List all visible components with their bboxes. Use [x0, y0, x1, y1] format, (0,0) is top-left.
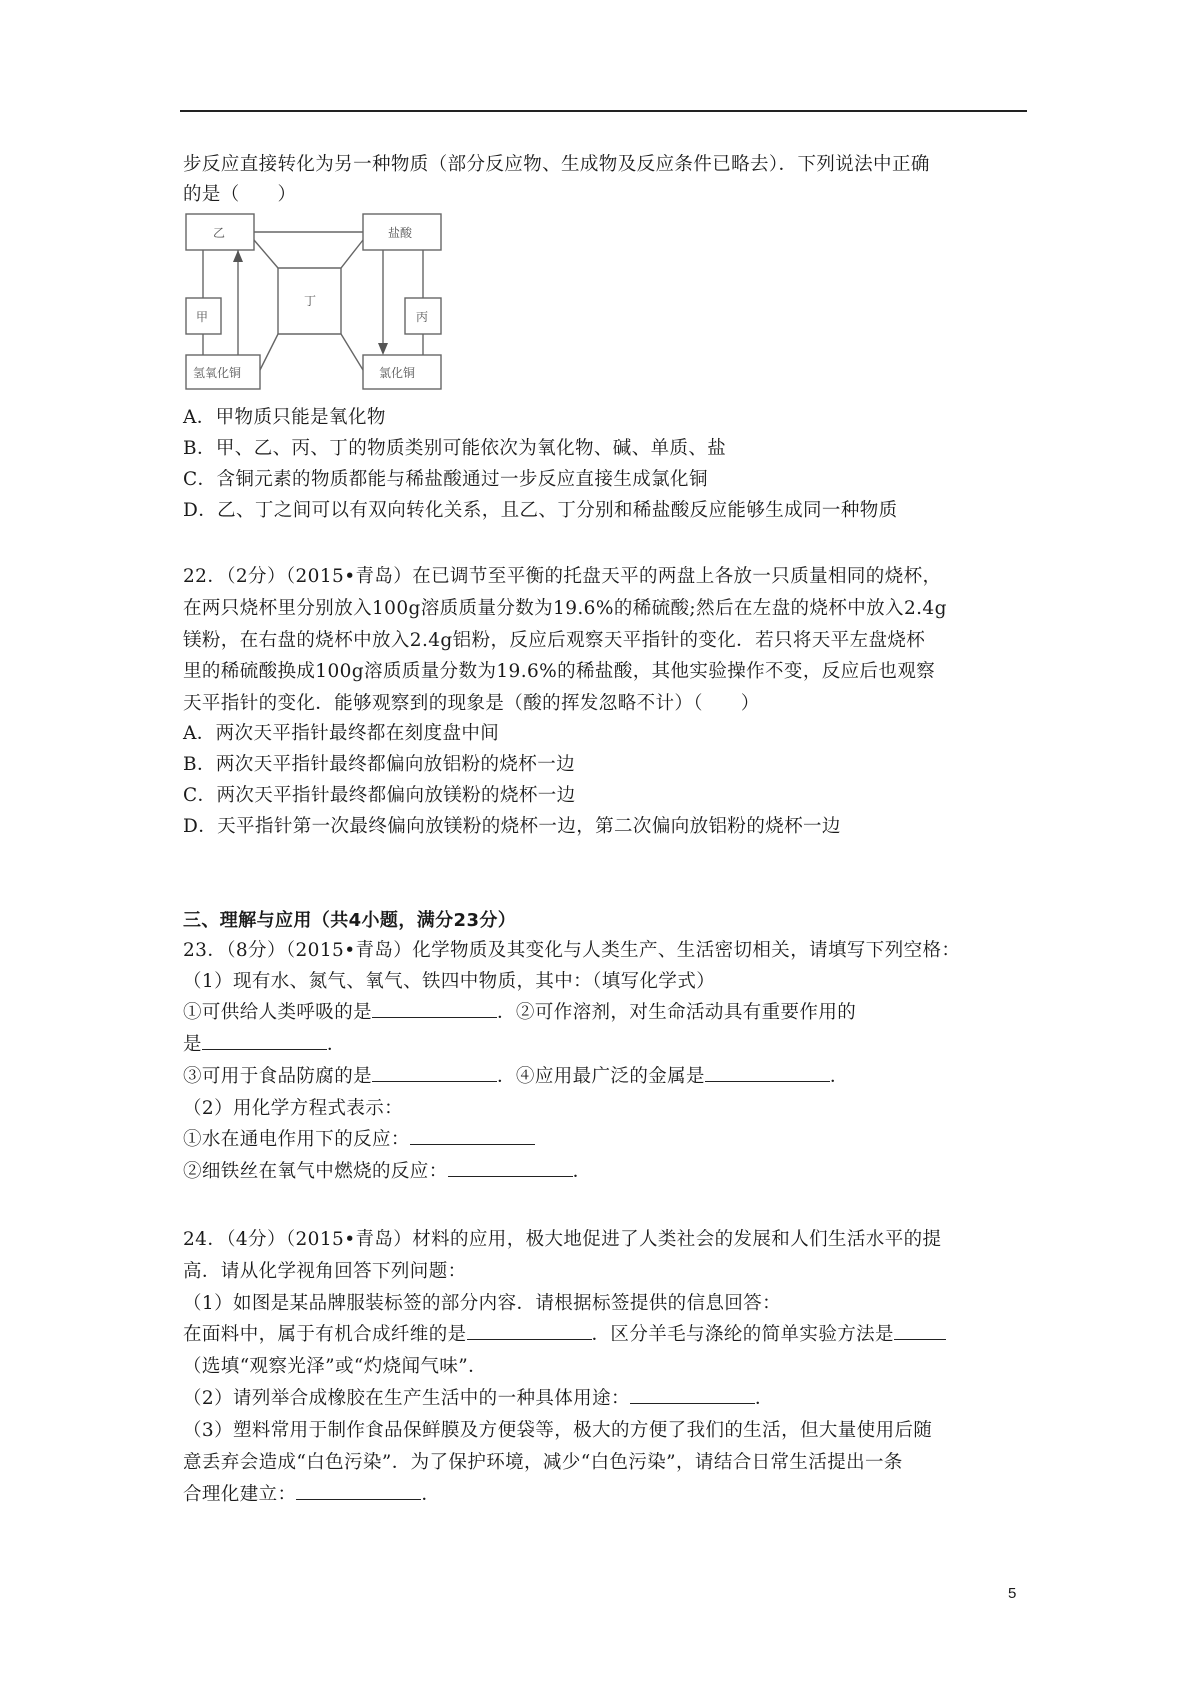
q24-prompt: 合理化建立：	[183, 1484, 297, 1505]
label-bing: 丙	[416, 310, 429, 324]
q21-option-a: A．甲物质只能是氧化物	[183, 407, 386, 428]
q23-text-line	[183, 998, 856, 1028]
q23-text-line	[183, 1030, 346, 1060]
answer-blank[interactable]	[410, 1126, 535, 1145]
q21-text-line: 的是（ ）	[183, 184, 297, 205]
q23-prompt: ．	[572, 1161, 592, 1182]
q22-text-line: 天平指针的变化．能够观察到的现象是（酸的挥发忽略不计）（ ）	[183, 693, 760, 714]
answer-blank[interactable]	[630, 1385, 755, 1404]
q22-option-a: A．两次天平指针最终都在刻度盘中间	[183, 723, 500, 744]
header-rule	[180, 110, 1027, 112]
q23-prompt: ①可供给人类呼吸的是	[183, 1002, 373, 1023]
reaction-diagram	[183, 210, 463, 392]
q23-prompt: 是	[183, 1034, 202, 1055]
answer-blank[interactable]	[448, 1158, 573, 1177]
q23-text-line: （1）现有水、氮气、氧气、铁四中物质，其中：（填写化学式）	[183, 971, 716, 992]
q24-text-line	[183, 1320, 946, 1350]
q24-text-line: 24．（4分）（2015•青岛）材料的应用，极大地促进了人类社会的发展和人们生活水平的提	[183, 1229, 942, 1250]
q24-prompt: ．区分羊毛与涤纶的简单实验方法是	[591, 1324, 894, 1345]
q24-text-line: （1）如图是某品牌服装标签的部分内容．请根据标签提供的信息回答：	[183, 1293, 782, 1314]
q23-prompt: ．④应用最广泛的金属是	[497, 1066, 705, 1087]
q22-text-line: 22．（2分）（2015•青岛）在已调节至平衡的托盘天平的两盘上各放一只质量相同的烧杯，	[183, 566, 942, 587]
label-ding: 丁	[304, 294, 317, 308]
q23-text-line	[183, 1125, 535, 1155]
answer-blank[interactable]	[296, 1481, 421, 1500]
q24-prompt: ．	[754, 1388, 774, 1409]
answer-blank[interactable]	[705, 1063, 830, 1082]
q23-prompt: ①水在通电作用下的反应：	[183, 1129, 410, 1150]
label-yi: 乙	[213, 226, 226, 240]
q24-text-line: 高．请从化学视角回答下列问题：	[183, 1261, 467, 1282]
q24-prompt: ．	[421, 1484, 441, 1505]
label-lvhuatong: 氯化铜	[379, 366, 416, 380]
label-yansuan: 盐酸	[388, 226, 413, 240]
q23-prompt: ．	[829, 1066, 849, 1087]
q23-prompt: ．	[326, 1034, 346, 1055]
q23-text-line: 23．（8分）（2015•青岛）化学物质及其变化与人类生产、生活密切相关，请填写下列空格：	[183, 940, 961, 961]
q24-text-line	[183, 1384, 774, 1414]
q21-text-line: 步反应直接转化为另一种物质（部分反应物、生成物及反应条件已略去）．下列说法中正确	[183, 154, 930, 175]
q24-text-line: （选填“观察光泽”或“灼烧闻气味”．	[183, 1356, 488, 1377]
q23-prompt: ②细铁丝在氧气中燃烧的反应：	[183, 1161, 448, 1182]
q22-option-b: B．两次天平指针最终都偏向放铝粉的烧杯一边	[183, 754, 575, 775]
q22-text-line: 镁粉，在右盘的烧杯中放入2.4g铝粉，反应后观察天平指针的变化．若只将天平左盘烧杯	[183, 630, 926, 651]
reaction-diagram-svg	[183, 210, 463, 392]
q22-text-line: 里的稀硫酸换成100g溶质质量分数为19.6%的稀盐酸，其他实验操作不变，反应后也观察	[183, 661, 936, 682]
q24-text-line: 意丢弃会造成“白色污染”．为了保护环境，减少“白色污染”，请结合日常生活提出一条	[183, 1452, 903, 1473]
label-qinyanghuatong: 氢氧化铜	[193, 366, 242, 380]
q24-text-line	[183, 1480, 440, 1510]
section-heading: 三、理解与应用（共4小题，满分23分）	[183, 910, 517, 931]
answer-blank[interactable]	[894, 1321, 946, 1340]
q23-prompt: ．②可作溶剂，对生命活动具有重要作用的	[497, 1002, 857, 1023]
q21-option-b: B．甲、乙、丙、丁的物质类别可能依次为氧化物、碱、单质、盐	[183, 438, 727, 459]
q22-option-c: C．两次天平指针最终都偏向放镁粉的烧杯一边	[183, 785, 576, 806]
q24-text-line: （3）塑料常用于制作食品保鲜膜及方便袋等，极大的方便了我们的生活，但大量使用后随	[183, 1420, 933, 1441]
q23-text-line	[183, 1157, 592, 1187]
answer-blank[interactable]	[202, 1031, 327, 1050]
q23-text-line	[183, 1062, 849, 1092]
q23-prompt: ③可用于食品防腐的是	[183, 1066, 373, 1087]
q22-option-d: D．天平指针第一次最终偏向放镁粉的烧杯一边，第二次偏向放铝粉的烧杯一边	[183, 816, 841, 837]
q22-text-line: 在两只烧杯里分别放入100g溶质质量分数为19.6%的稀硫酸;然后在左盘的烧杯中放入2.4g	[183, 598, 947, 619]
label-jia: 甲	[196, 310, 209, 324]
page-number: 5	[1008, 1585, 1017, 1602]
q21-option-c: C．含铜元素的物质都能与稀盐酸通过一步反应直接生成氯化铜	[183, 469, 708, 490]
answer-blank[interactable]	[372, 1063, 497, 1082]
q24-prompt: （2）请列举合成橡胶在生产生活中的一种具体用途：	[183, 1388, 630, 1409]
q23-text-line: （2）用化学方程式表示：	[183, 1098, 404, 1119]
q24-prompt: 在面料中，属于有机合成纤维的是	[183, 1324, 467, 1345]
answer-blank[interactable]	[372, 999, 497, 1018]
answer-blank[interactable]	[467, 1321, 592, 1340]
q21-option-d: D．乙、丁之间可以有双向转化关系，且乙、丁分别和稀盐酸反应能够生成同一种物质	[183, 500, 898, 521]
